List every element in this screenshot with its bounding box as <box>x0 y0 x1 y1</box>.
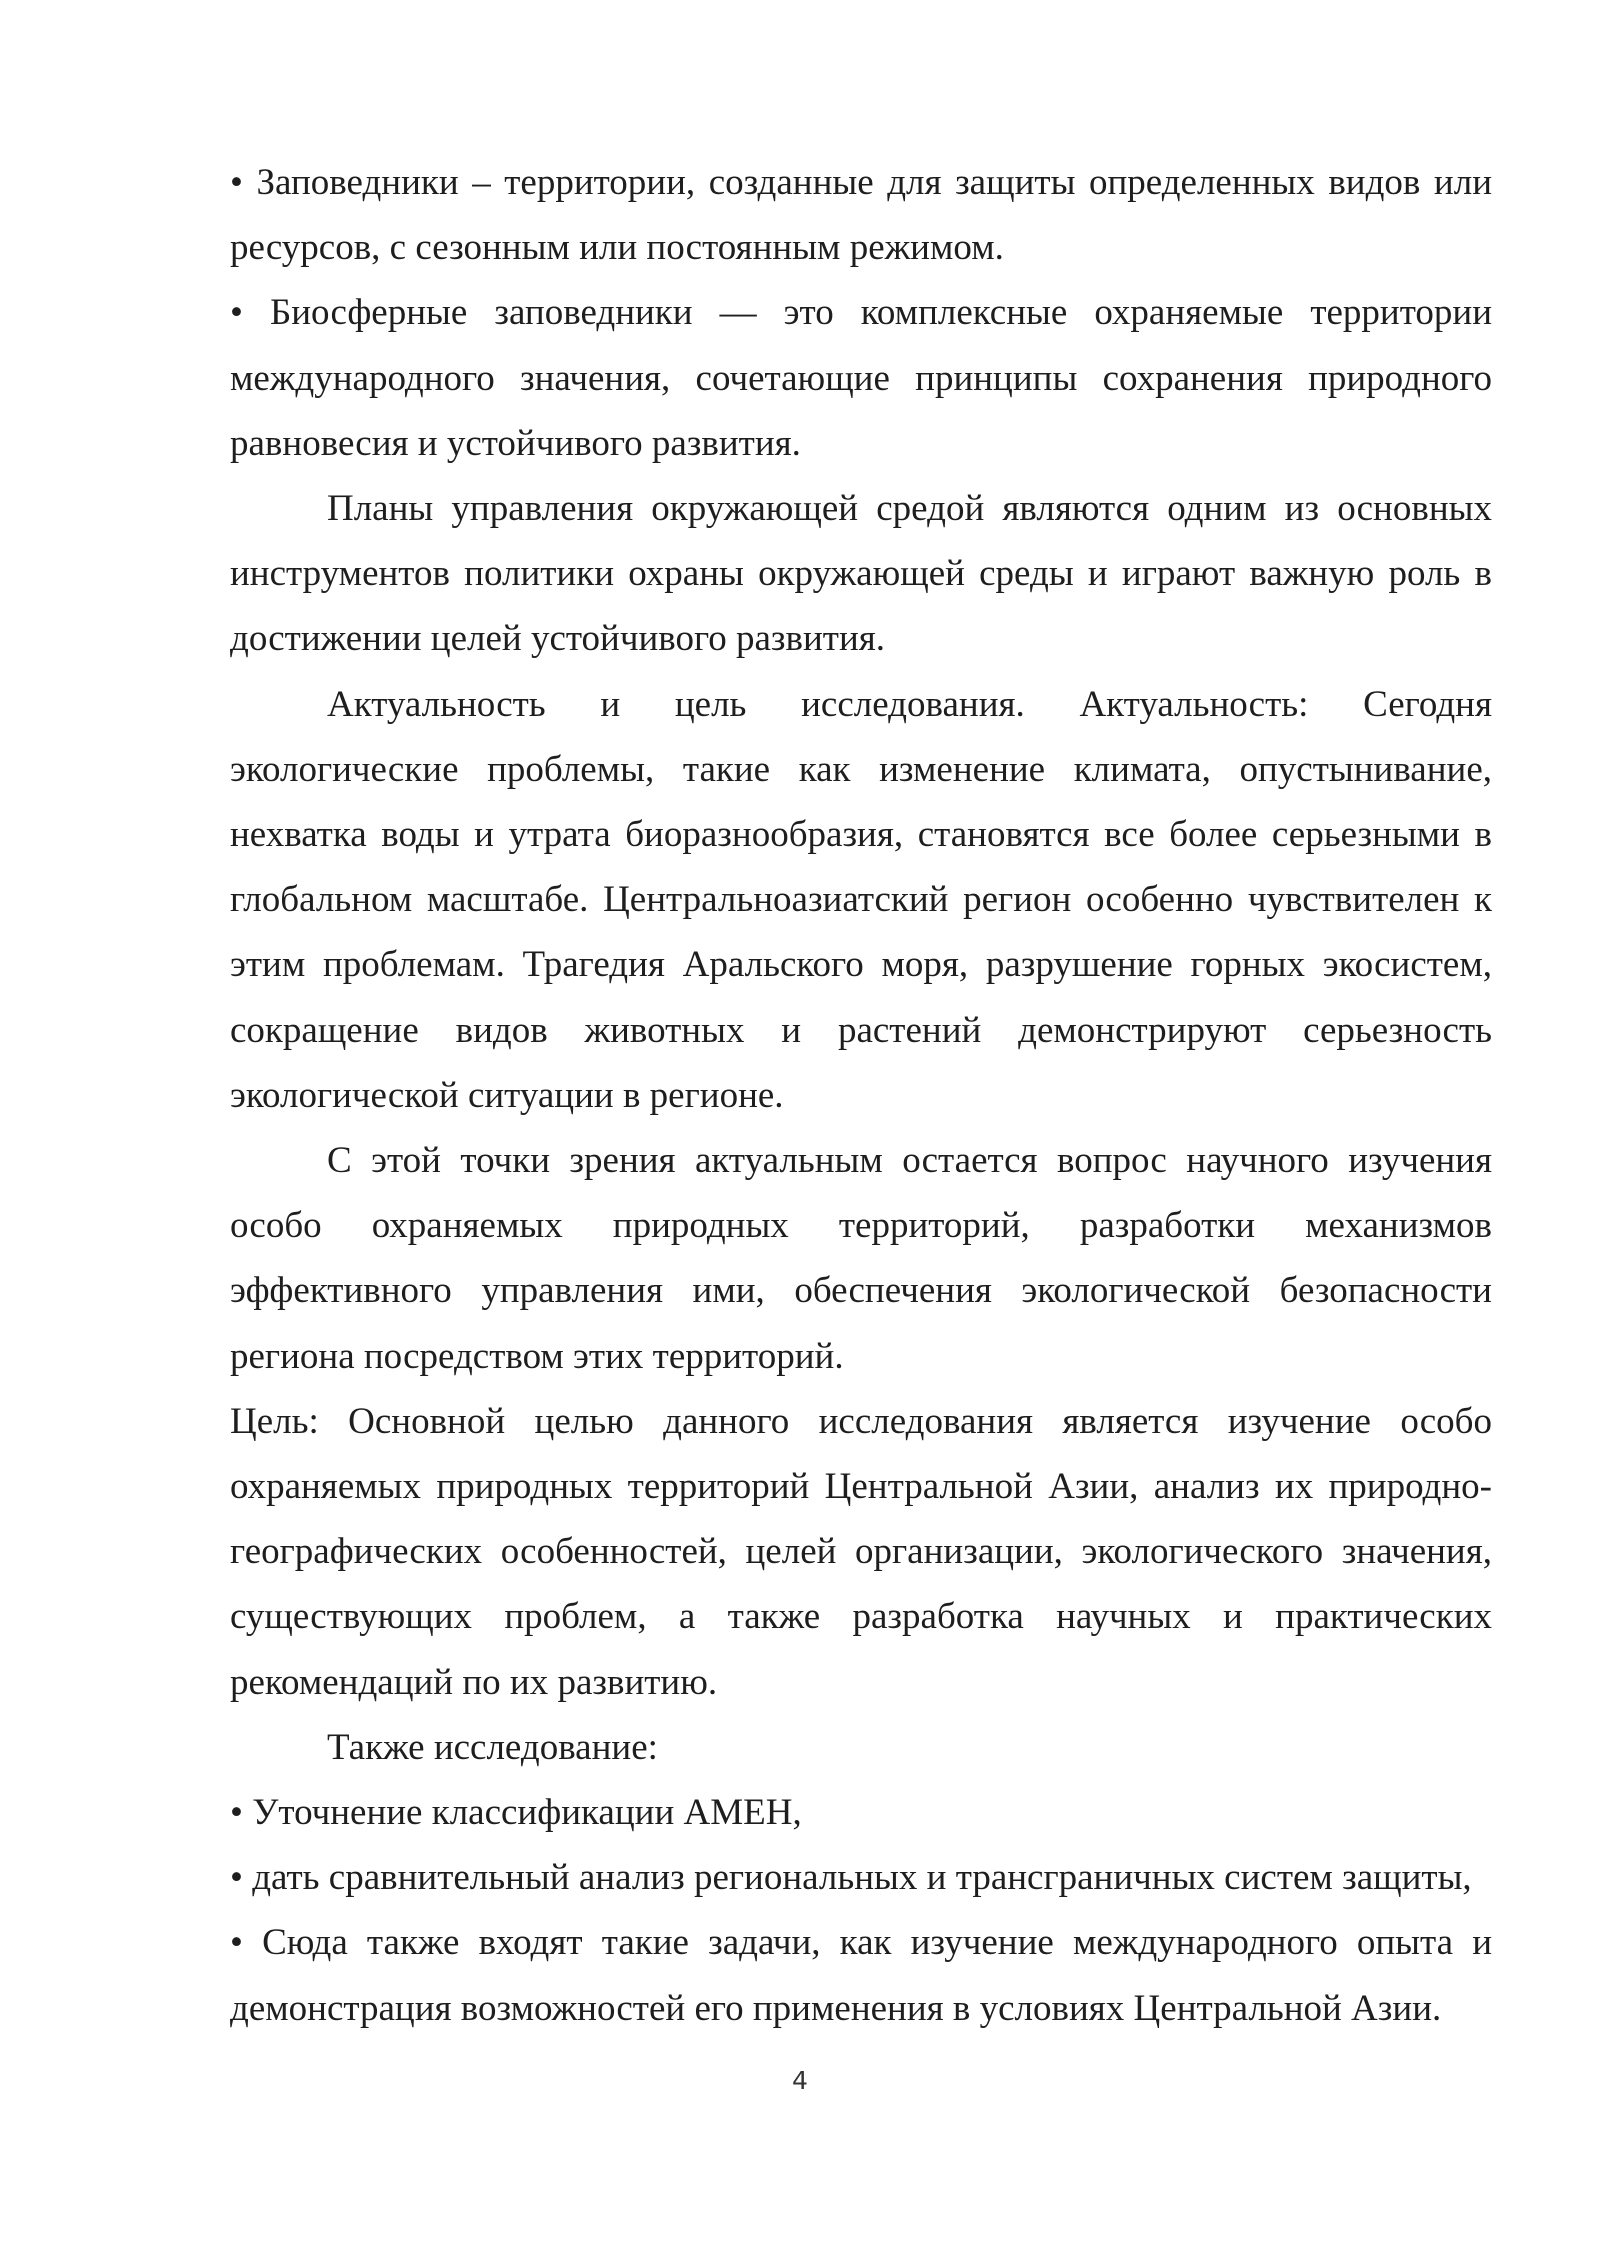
document-body <box>230 150 1492 2041</box>
bullet-paragraph-comparative-analysis: • дать сравнительный анализ региональных и трансграничных систем защиты, <box>230 1857 1472 1899</box>
bullet-paragraph-classification: • Уточнение классификации АМЕН, <box>230 1792 802 1834</box>
page-number: 4 <box>792 2066 808 2095</box>
bullet-paragraph-biosphere-reserves: • Биосферные заповедники — это комплексные охраняемые территории международного значения, сочетающие принципы сохранения природного равновесия и устойчивого развития. <box>230 292 1492 464</box>
paragraph-goal: Цель: Основной целью данного исследования является изучение особо охраняемых природных территорий Центральной Азии, анализ их природно-географических особенностей, целей организации, экологического значения, существующих проблем, а также разработка научных и практических рекомендаций по их развитию. <box>230 1400 1492 1703</box>
bullet-paragraph-zapovedniki: • Заповедники – территории, созданные для защиты определенных видов или ресурсов, с сезонным или постоянным режимом. <box>230 162 1492 269</box>
paragraph-relevance: Актуальность и цель исследования. Актуальность: Сегодня экологические проблемы, такие как изменение климата, опустынивание, нехватка воды и утрата биоразнообразия, становятся все более серьезными в глобальном масштабе. Центральноазиатский регион особенно чувствителен к этим проблемам. Трагедия Аральского моря, разрушение горных экосистем, сокращение видов животных и растений демонстрируют серьезность экологической ситуации в регионе. <box>230 683 1492 1116</box>
paragraph-research-question: С этой точки зрения актуальным остается вопрос научного изучения особо охраняемых природных территорий, разработки механизмов эффективного управления ими, обеспечения экологической безопасности региона посредством этих территорий. <box>230 1140 1492 1377</box>
bullet-paragraph-international-experience: • Сюда также входят такие задачи, как изучение международного опыта и демонстрация возможностей его применения в условиях Центральной Азии. <box>230 1922 1492 2029</box>
paragraph-also-research: Также исследование: <box>327 1726 658 1768</box>
paragraph-management-plans: Планы управления окружающей средой являются одним из основных инструментов политики охраны окружающей среды и играют важную роль в достижении целей устойчивого развития. <box>230 488 1492 660</box>
